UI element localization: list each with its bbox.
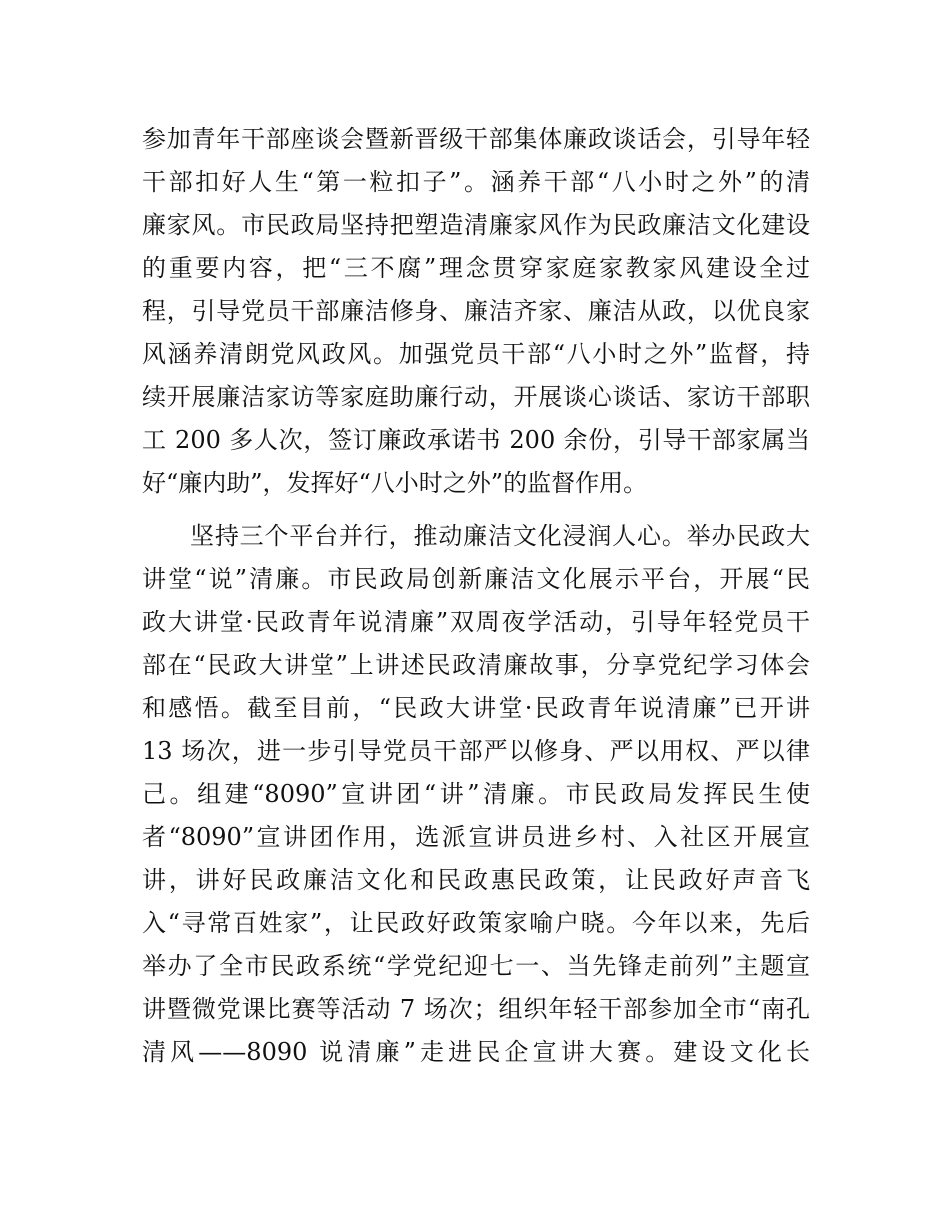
text-line: 讲暨微党课比赛等活动 7 场次；组织年轻干部参加全市“南孔 xyxy=(142,995,810,1023)
text-line: 己。组建“8090”宣讲团“讲”清廉。市民政局发挥民生使 xyxy=(142,780,810,808)
paragraph-family-integrity xyxy=(142,118,810,505)
text-line: 清风——8090 说清廉”走进民企宣讲大赛。建设文化长 xyxy=(142,1038,810,1066)
text-line: 和感悟。截至目前，“民政大讲堂·民政青年说清廉”已开讲 xyxy=(142,694,810,722)
text-line: 13 场次，进一步引导党员干部严以修身、严以用权、严以律 xyxy=(142,737,810,765)
text-line: 讲，讲好民政廉洁文化和民政惠民政策，让民政好声音飞 xyxy=(142,866,810,894)
text-line: 廉家风。市民政局坚持把塑造清廉家风作为民政廉洁文化建设 xyxy=(142,211,810,239)
text-line: 风涵养清朗党风政风。加强党员干部“八小时之外”监督，持 xyxy=(142,340,810,368)
text-line: 部在“民政大讲堂”上讲述民政清廉故事，分享党纪学习体会 xyxy=(142,651,810,679)
text-line: 工 200 多人次，签订廉政承诺书 200 余份，引导干部家属当 xyxy=(142,426,810,454)
text-line: 程，引导党员干部廉洁修身、廉洁齐家、廉洁从政，以优良家 xyxy=(142,297,810,325)
text-line: 参加青年干部座谈会暨新晋级干部集体廉政谈话会，引导年轻 xyxy=(142,125,810,153)
text-line: 入“寻常百姓家”，让民政好政策家喻户晓。今年以来，先后 xyxy=(142,909,810,937)
text-line: 政大讲堂·民政青年说清廉”双周夜学活动，引导年轻党员干 xyxy=(142,608,810,636)
document-body xyxy=(142,118,810,1074)
text-line: 好“廉内助”，发挥好“八小时之外”的监督作用。 xyxy=(142,469,648,497)
text-line: 讲堂“说”清廉。市民政局创新廉洁文化展示平台，开展“民 xyxy=(142,565,810,593)
text-line: 者“8090”宣讲团作用，选派宣讲员进乡村、入社区开展宣 xyxy=(142,823,810,851)
text-line: 干部扣好人生“第一粒扣子”。涵养干部“八小时之外”的清 xyxy=(142,168,810,196)
text-line: 坚持三个平台并行，推动廉洁文化浸润人心。举办民政大 xyxy=(190,522,810,550)
paragraph-spacer xyxy=(142,505,810,515)
text-line: 的重要内容，把“三不腐”理念贯穿家庭家教家风建设全过 xyxy=(142,254,810,282)
text-line: 续开展廉洁家访等家庭助廉行动，开展谈心谈话、家访干部职 xyxy=(142,383,810,411)
text-line: 举办了全市民政系统“学党纪迎七一、当先锋走前列”主题宣 xyxy=(142,952,810,980)
paragraph-three-platforms xyxy=(142,515,810,1074)
